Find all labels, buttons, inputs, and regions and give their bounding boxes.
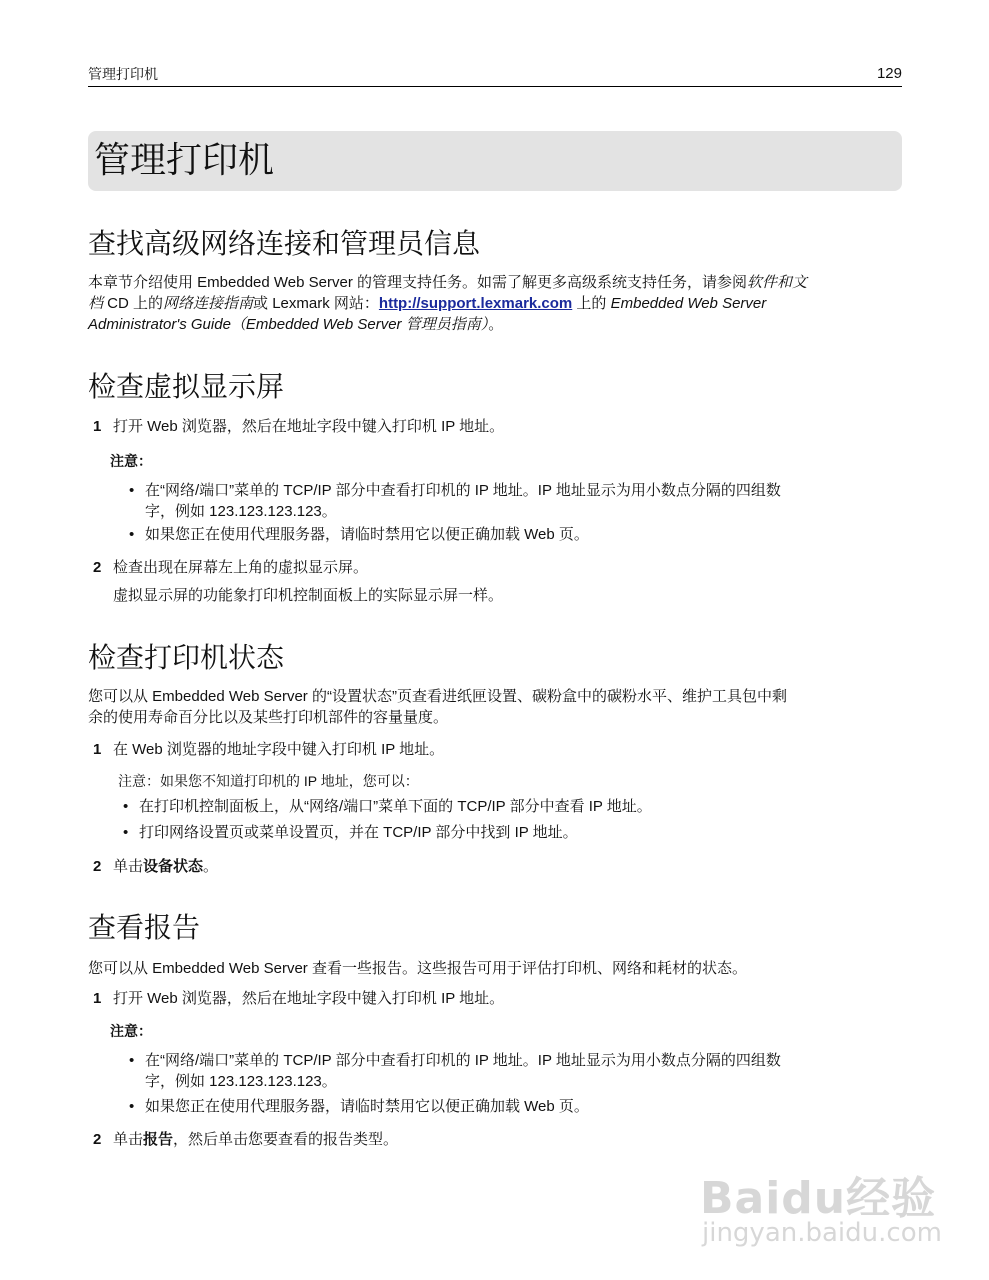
bullet-item: • 在打印机控制面板上，从“网络/端口”菜单下面的 TCP/IP 部分中查看 IP 地址。: [123, 798, 652, 815]
paragraph-line: Administrator's Guide（Embedded Web Server 管理员指南）。: [88, 316, 504, 333]
step-2: [93, 557, 368, 578]
section-title-admin-info: 查找高级网络连接和管理员信息: [88, 227, 481, 260]
step-1: [93, 739, 444, 760]
paragraph-line: 您可以从 Embedded Web Server 的“设置状态”页查看进纸匣设置、碳粉盒中的碳粉水平、维护工具包中剩: [88, 688, 787, 705]
bullet-icon: •: [129, 526, 135, 543]
section-title-virtual-display: 检查虚拟显示屏: [88, 370, 285, 403]
step-number: 2: [93, 858, 102, 875]
step-2: 2 单击设备状态。: [93, 858, 219, 875]
step-number: 1: [93, 418, 102, 435]
watermark-url: jingyan.baidu.com: [702, 1218, 942, 1248]
paragraph-line: 档 CD 上的网络连接指南或 Lexmark 网站：http://support.lexmark.com 上的 Embedded Web Server: [88, 295, 767, 312]
step-description: 虚拟显示屏的功能象打印机控制面板上的实际显示屏一样。: [113, 587, 504, 604]
bullet-item: • 如果您正在使用代理服务器，请临时禁用它以便正确加载 Web 页。: [129, 526, 589, 543]
bullet-item: • 如果您正在使用代理服务器，请临时禁用它以便正确加载 Web 页。: [129, 1098, 589, 1115]
step-number: 2: [93, 559, 102, 576]
bullet-item: • 在“网络/端口”菜单的 TCP/IP 部分中查看打印机的 IP 地址。IP 地址显示为用小数点分隔的四组数 字，例如 123.123.123.123。: [129, 1052, 781, 1090]
step-text: 在 Web 浏览器的地址字段中键入打印机 IP 地址。: [113, 741, 445, 758]
section-title-view-reports: 查看报告: [88, 911, 201, 944]
device-status-term: 设备状态: [143, 858, 204, 875]
bullet-icon: •: [129, 1052, 135, 1069]
bullet-icon: •: [129, 1098, 135, 1115]
step-text: 打开 Web 浏览器，然后在地址字段中键入打印机 IP 地址。: [113, 418, 505, 435]
running-header: [88, 64, 902, 87]
bullet-icon: •: [129, 482, 135, 499]
section-admin-info-paragraph: [88, 272, 902, 335]
support-link[interactable]: http://support.lexmark.com: [378, 295, 573, 312]
bullet-icon: •: [123, 824, 129, 841]
page-number: 129: [876, 65, 902, 82]
note-label: 注意：: [110, 453, 152, 469]
header-section-title: 管理打印机: [88, 66, 158, 82]
step-1: [93, 988, 504, 1009]
step-number: 1: [93, 990, 102, 1007]
chapter-title: 管理打印机: [94, 140, 275, 181]
note-text: 注意：如果您不知道打印机的 IP 地址，您可以：: [118, 773, 419, 789]
step-text: 检查出现在屏幕左上角的虚拟显示屏。: [113, 559, 369, 576]
bullet-icon: •: [123, 798, 129, 815]
section-printer-status-paragraph: [88, 686, 902, 728]
step-number: 1: [93, 741, 102, 758]
paragraph-line: 余的使用寿命百分比以及某些打印机部件的容量量度。: [88, 709, 449, 726]
step-number: 2: [93, 1131, 102, 1148]
step-text: 打开 Web 浏览器，然后在地址字段中键入打印机 IP 地址。: [113, 990, 505, 1007]
step-1: [93, 416, 504, 437]
section-title-printer-status: 检查打印机状态: [88, 641, 285, 674]
step-2: 2 单击报告，然后单击您要查看的报告类型。: [93, 1131, 399, 1148]
watermark-logo: Baidu经验: [700, 1173, 937, 1224]
baidu-watermark: [700, 1162, 940, 1272]
note-label: 注意：: [110, 1023, 152, 1039]
section-view-reports-paragraph: 您可以从 Embedded Web Server 查看一些报告。这些报告可用于评估打印机、网络和耗材的状态。: [88, 960, 747, 977]
reports-term: 报告: [143, 1131, 174, 1148]
bullet-item: • 打印网络设置页或菜单设置页，并在 TCP/IP 部分中找到 IP 地址。: [123, 824, 578, 841]
paragraph-line: 本章节介绍使用 Embedded Web Server 的管理支持任务。如需了解更多高级系统支持任务，请参阅软件和文: [88, 274, 807, 291]
bullet-item: • 在“网络/端口”菜单的 TCP/IP 部分中查看打印机的 IP 地址。IP 地址显示为用小数点分隔的四组数 字，例如 123.123.123.123。: [129, 482, 781, 520]
chapter-banner: [88, 131, 902, 191]
